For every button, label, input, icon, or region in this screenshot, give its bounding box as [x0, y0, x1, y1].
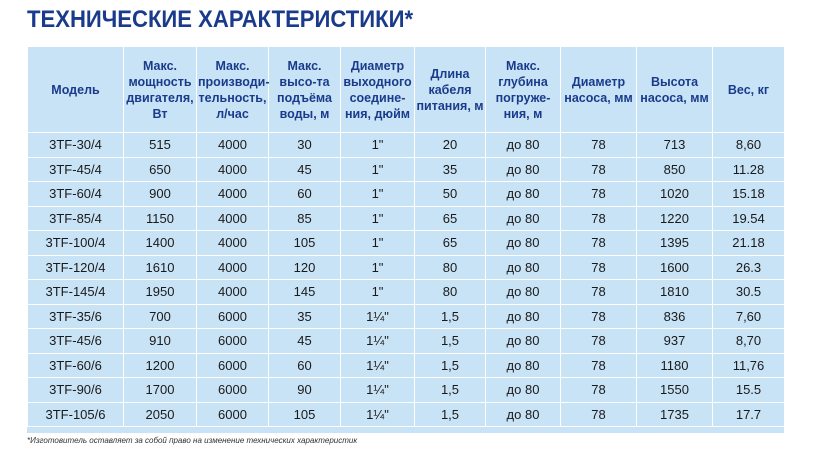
table-row — [28, 304, 785, 329]
cell-power: 1700 — [124, 378, 197, 403]
cell-immersion-depth: до 80 — [486, 231, 561, 256]
cell-weight: 15.5 — [713, 378, 785, 403]
cell-model: 3TF-30/4 — [28, 133, 124, 158]
cell-capacity: 4000 — [197, 133, 269, 158]
cell-lift-height: 105 — [269, 402, 341, 427]
specs-table-container — [27, 46, 784, 433]
table-row — [28, 206, 785, 231]
cell-lift-height: 85 — [269, 206, 341, 231]
cell-pump-diameter: 78 — [561, 402, 637, 427]
cell-model: 3TF-35/6 — [28, 304, 124, 329]
cell-power: 700 — [124, 304, 197, 329]
cell-weight: 8,70 — [713, 329, 785, 354]
table-row — [28, 402, 785, 427]
cell-lift-height: 60 — [269, 182, 341, 207]
cell-cable-length: 20 — [415, 133, 486, 158]
cell-power: 910 — [124, 329, 197, 354]
cell-weight: 19.54 — [713, 206, 785, 231]
cell-weight: 21.18 — [713, 231, 785, 256]
cell-capacity: 6000 — [197, 402, 269, 427]
cell-model: 3TF-60/6 — [28, 353, 124, 378]
cell-outlet-diameter: 1" — [341, 157, 415, 182]
cell-immersion-depth: до 80 — [486, 378, 561, 403]
cell-power: 2050 — [124, 402, 197, 427]
cell-pump-diameter: 78 — [561, 280, 637, 305]
cell-lift-height: 35 — [269, 304, 341, 329]
cell-model: 3TF-90/6 — [28, 378, 124, 403]
cell-capacity: 6000 — [197, 329, 269, 354]
specs-table — [27, 46, 785, 427]
cell-model: 3TF-45/6 — [28, 329, 124, 354]
cell-cable-length: 65 — [415, 206, 486, 231]
cell-capacity: 4000 — [197, 280, 269, 305]
table-row — [28, 353, 785, 378]
cell-weight: 11,76 — [713, 353, 785, 378]
cell-immersion-depth: до 80 — [486, 182, 561, 207]
table-row — [28, 378, 785, 403]
cell-cable-length: 1,5 — [415, 329, 486, 354]
cell-pump-height: 1810 — [637, 280, 713, 305]
header-model: Модель — [28, 47, 124, 133]
cell-lift-height: 45 — [269, 157, 341, 182]
page-title: ТЕХНИЧЕСКИЕ ХАРАКТЕРИСТИКИ* — [27, 6, 414, 33]
cell-pump-height: 1735 — [637, 402, 713, 427]
cell-pump-diameter: 78 — [561, 378, 637, 403]
cell-cable-length: 50 — [415, 182, 486, 207]
cell-lift-height: 60 — [269, 353, 341, 378]
cell-cable-length: 35 — [415, 157, 486, 182]
cell-weight: 8,60 — [713, 133, 785, 158]
cell-weight: 17.7 — [713, 402, 785, 427]
cell-pump-height: 1020 — [637, 182, 713, 207]
cell-pump-height: 1550 — [637, 378, 713, 403]
cell-cable-length: 80 — [415, 255, 486, 280]
cell-immersion-depth: до 80 — [486, 329, 561, 354]
cell-power: 1200 — [124, 353, 197, 378]
cell-pump-height: 937 — [637, 329, 713, 354]
cell-capacity: 6000 — [197, 304, 269, 329]
cell-weight: 7,60 — [713, 304, 785, 329]
cell-outlet-diameter: 1¼" — [341, 402, 415, 427]
table-body — [28, 133, 785, 427]
table-row — [28, 280, 785, 305]
cell-lift-height: 30 — [269, 133, 341, 158]
cell-capacity: 6000 — [197, 353, 269, 378]
table-row — [28, 231, 785, 256]
cell-cable-length: 1,5 — [415, 353, 486, 378]
cell-capacity: 4000 — [197, 206, 269, 231]
cell-immersion-depth: до 80 — [486, 304, 561, 329]
header-cable-length: Длина кабеля питания, м — [415, 47, 486, 133]
cell-weight: 11.28 — [713, 157, 785, 182]
cell-pump-height: 1180 — [637, 353, 713, 378]
header-weight: Вес, кг — [713, 47, 785, 133]
cell-weight: 15.18 — [713, 182, 785, 207]
cell-cable-length: 65 — [415, 231, 486, 256]
cell-pump-height: 850 — [637, 157, 713, 182]
cell-power: 1610 — [124, 255, 197, 280]
cell-weight: 26.3 — [713, 255, 785, 280]
cell-outlet-diameter: 1¼" — [341, 304, 415, 329]
cell-outlet-diameter: 1¼" — [341, 353, 415, 378]
cell-outlet-diameter: 1" — [341, 231, 415, 256]
cell-pump-height: 1220 — [637, 206, 713, 231]
cell-pump-height: 1395 — [637, 231, 713, 256]
cell-model: 3TF-85/4 — [28, 206, 124, 231]
cell-lift-height: 145 — [269, 280, 341, 305]
cell-pump-diameter: 78 — [561, 182, 637, 207]
cell-power: 650 — [124, 157, 197, 182]
table-row — [28, 157, 785, 182]
header-lift-height: Макс. высо-та подъёма воды, м — [269, 47, 341, 133]
footnote: *Изготовитель оставляет за собой право на изменение технических характеристик — [27, 436, 358, 445]
cell-lift-height: 90 — [269, 378, 341, 403]
cell-power: 1950 — [124, 280, 197, 305]
cell-pump-diameter: 78 — [561, 206, 637, 231]
cell-lift-height: 45 — [269, 329, 341, 354]
cell-pump-height: 713 — [637, 133, 713, 158]
cell-immersion-depth: до 80 — [486, 133, 561, 158]
cell-capacity: 4000 — [197, 255, 269, 280]
header-row — [28, 47, 785, 133]
header-pump-height: Высота насоса, мм — [637, 47, 713, 133]
cell-outlet-diameter: 1" — [341, 255, 415, 280]
header-power: Макс. мощность двигателя, Вт — [124, 47, 197, 133]
table-row — [28, 182, 785, 207]
cell-pump-height: 836 — [637, 304, 713, 329]
cell-cable-length: 1,5 — [415, 402, 486, 427]
cell-pump-height: 1600 — [637, 255, 713, 280]
table-row — [28, 329, 785, 354]
cell-outlet-diameter: 1¼" — [341, 378, 415, 403]
header-outlet-diameter: Диаметр выходного соедине-ния, дюйм — [341, 47, 415, 133]
cell-power: 515 — [124, 133, 197, 158]
header-immersion-depth: Макс. глубина погруже-ния, м — [486, 47, 561, 133]
cell-outlet-diameter: 1¼" — [341, 329, 415, 354]
cell-cable-length: 80 — [415, 280, 486, 305]
cell-immersion-depth: до 80 — [486, 255, 561, 280]
cell-model: 3TF-145/4 — [28, 280, 124, 305]
cell-capacity: 4000 — [197, 157, 269, 182]
header-pump-diameter: Диаметр насоса, мм — [561, 47, 637, 133]
cell-outlet-diameter: 1" — [341, 182, 415, 207]
cell-lift-height: 105 — [269, 231, 341, 256]
cell-immersion-depth: до 80 — [486, 353, 561, 378]
cell-power: 1150 — [124, 206, 197, 231]
table-row — [28, 255, 785, 280]
cell-capacity: 6000 — [197, 378, 269, 403]
cell-pump-diameter: 78 — [561, 304, 637, 329]
cell-outlet-diameter: 1" — [341, 133, 415, 158]
cell-model: 3TF-120/4 — [28, 255, 124, 280]
cell-capacity: 4000 — [197, 182, 269, 207]
header-capacity: Макс. производи-тельность, л/час — [197, 47, 269, 133]
cell-lift-height: 120 — [269, 255, 341, 280]
cell-pump-diameter: 78 — [561, 329, 637, 354]
cell-cable-length: 1,5 — [415, 378, 486, 403]
cell-pump-diameter: 78 — [561, 353, 637, 378]
cell-pump-diameter: 78 — [561, 157, 637, 182]
cell-outlet-diameter: 1" — [341, 206, 415, 231]
cell-model: 3TF-60/4 — [28, 182, 124, 207]
cell-power: 1400 — [124, 231, 197, 256]
cell-model: 3TF-105/6 — [28, 402, 124, 427]
cell-immersion-depth: до 80 — [486, 402, 561, 427]
cell-capacity: 4000 — [197, 231, 269, 256]
cell-outlet-diameter: 1" — [341, 280, 415, 305]
cell-pump-diameter: 78 — [561, 133, 637, 158]
cell-model: 3TF-45/4 — [28, 157, 124, 182]
cell-pump-diameter: 78 — [561, 255, 637, 280]
table-row — [28, 133, 785, 158]
cell-immersion-depth: до 80 — [486, 280, 561, 305]
cell-power: 900 — [124, 182, 197, 207]
cell-model: 3TF-100/4 — [28, 231, 124, 256]
cell-pump-diameter: 78 — [561, 231, 637, 256]
cell-cable-length: 1,5 — [415, 304, 486, 329]
cell-weight: 30.5 — [713, 280, 785, 305]
cell-immersion-depth: до 80 — [486, 206, 561, 231]
cell-immersion-depth: до 80 — [486, 157, 561, 182]
